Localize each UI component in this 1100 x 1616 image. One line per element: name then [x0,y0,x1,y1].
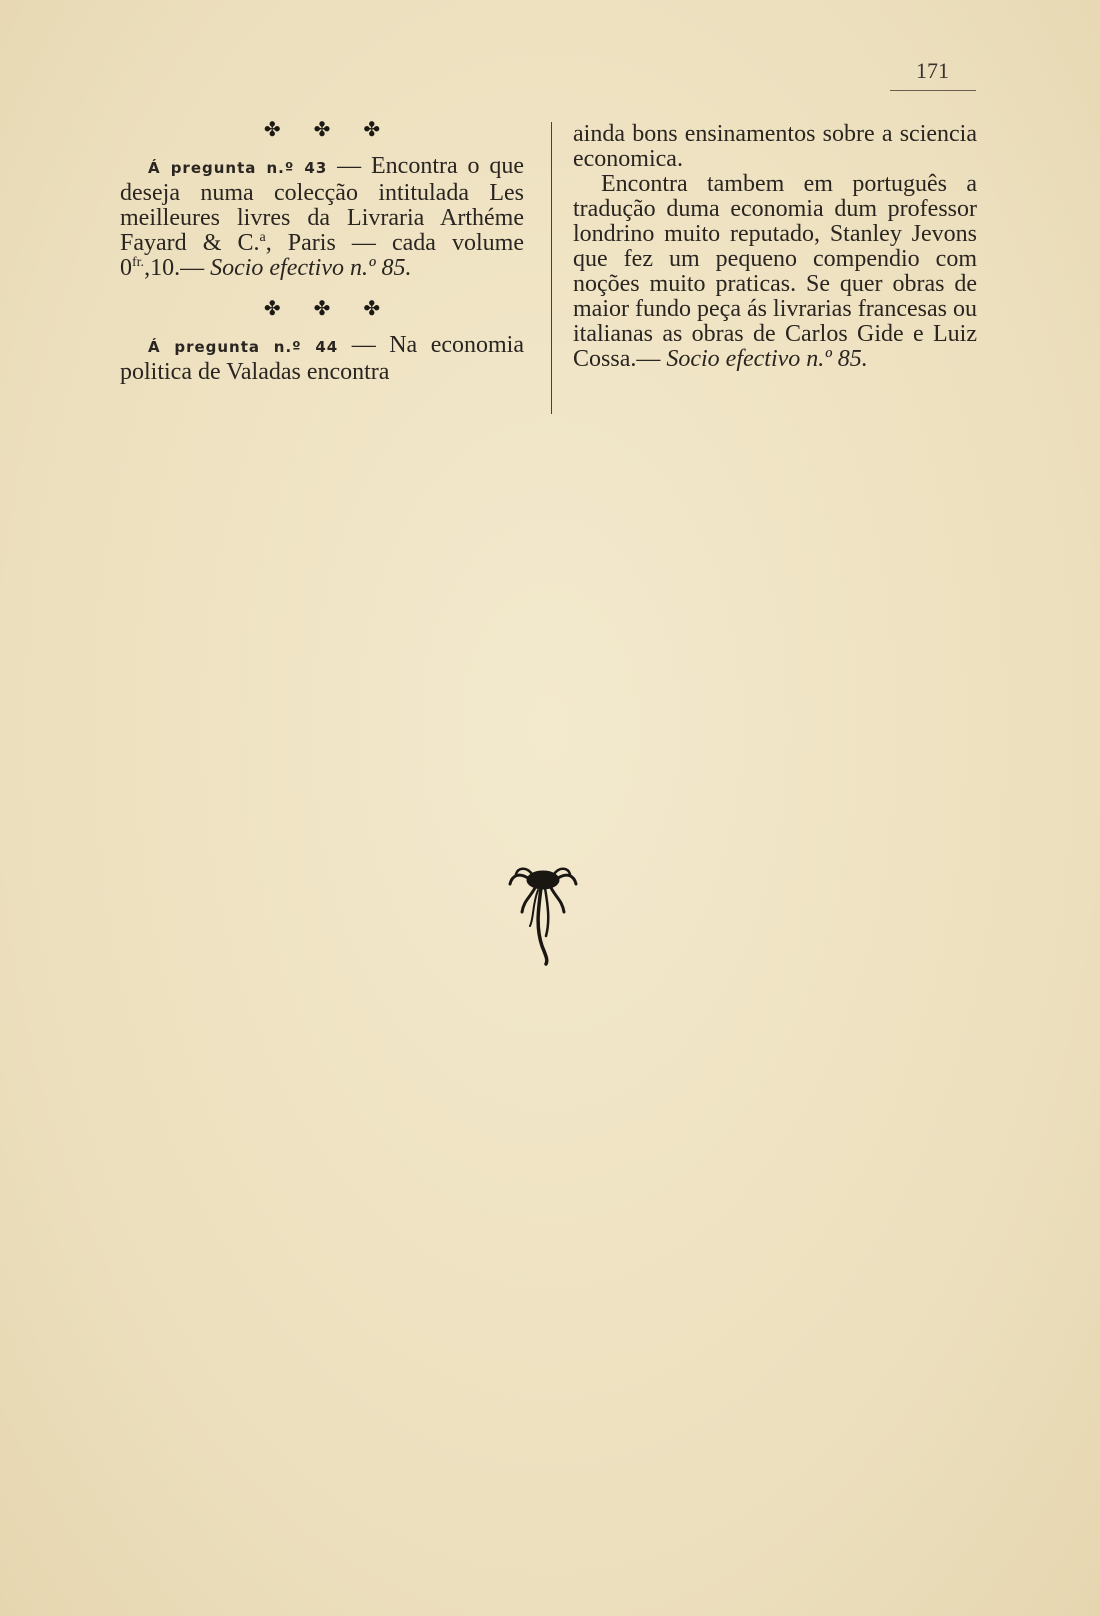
signature: Socio efectivo n.º 85. [210,255,412,281]
answer-44-continued: ainda bons ensinamentos sobre a sciencia economica. [573,121,977,172]
question-label: Á pregunta n.º 44 [148,338,339,356]
answer-text: Encontra o que deseja numa colecção intitulada Les meilleures livres da Livraria Arthéme Fayard & C. [120,153,525,256]
signature: Socio efectivo n.º 85. [666,346,868,372]
answer-44 [120,333,524,385]
section-ornament: ✤ ✤ ✤ [263,119,395,141]
answer-text: Na economia politica de Valadas encontra [120,332,525,385]
question-label: Á pregunta n.º 43 [148,159,328,177]
superscript: fr. [132,255,145,270]
answer-text: Encontra tambem em português a tradução duma economia dum professor londrino muito reputado, Stanley Jevons que fez um pequeno compendio com noções muito praticas. Se quer obras de maior fundo peça ás livrarias francesas ou italianas as obras de Carlos Gide e Luiz Cossa.— [573,171,977,372]
answer-text: , Paris — cada volume 0 [120,230,524,281]
right-column [573,122,977,372]
answer-text: ,10.— [144,255,211,281]
column-divider [551,122,552,414]
em-dash: — [338,332,390,358]
left-column [120,118,524,385]
em-dash: — [327,153,372,179]
answer-43 [120,154,524,281]
page-number: 171 [916,58,949,83]
answer-44-paragraph [573,172,977,372]
superscript: a [259,230,266,245]
section-ornament: ✤ ✤ ✤ [263,298,395,320]
colophon-ornament-icon [508,866,578,966]
header-rule [890,90,976,91]
